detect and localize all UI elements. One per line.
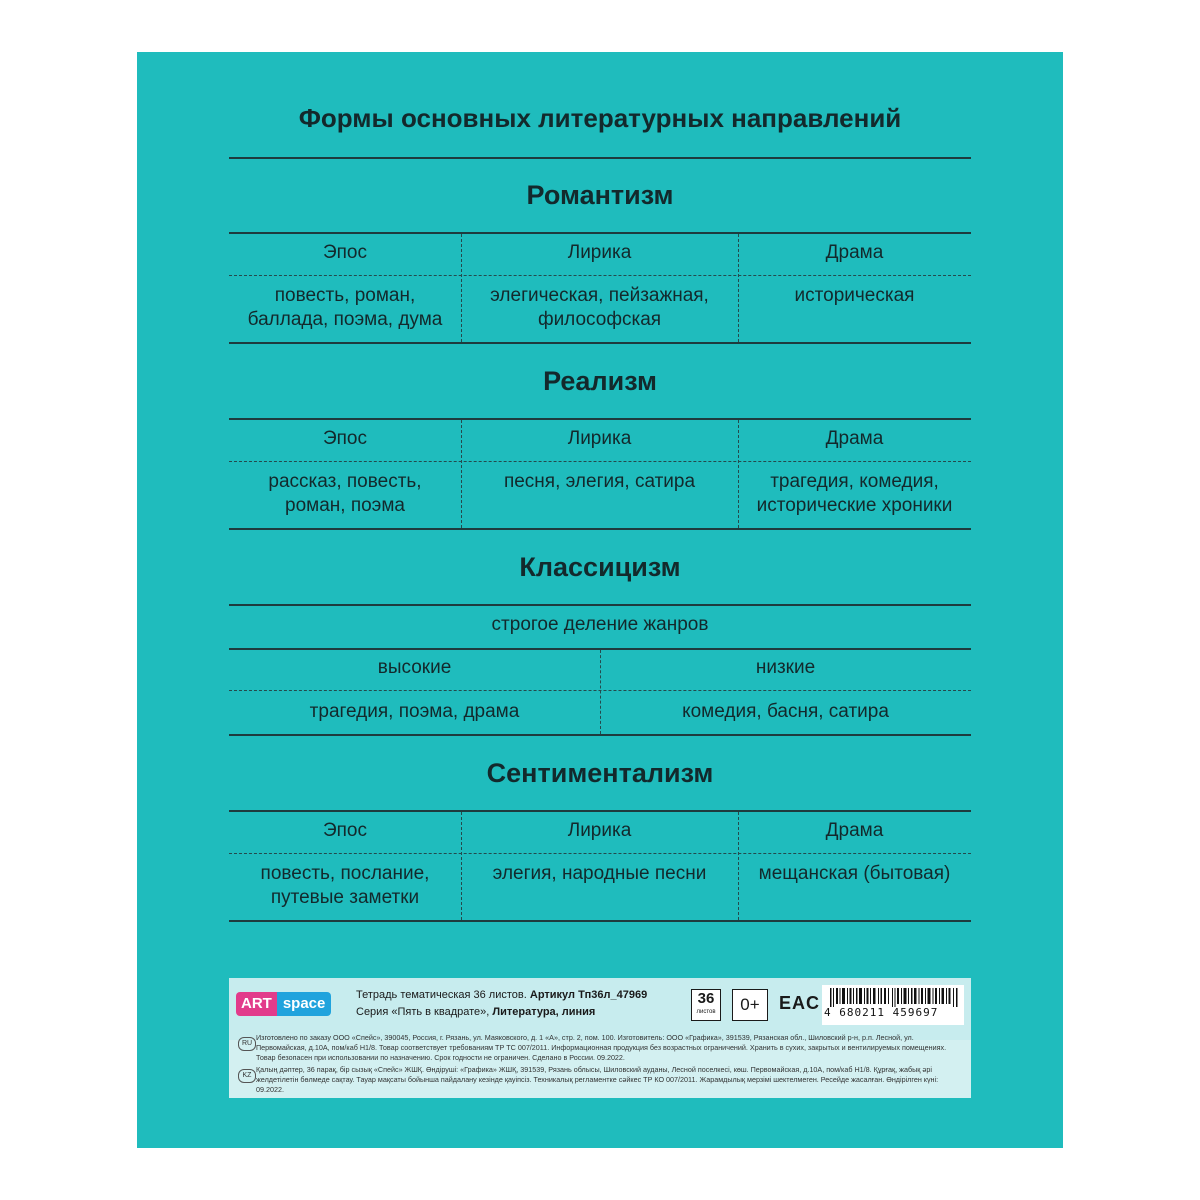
- table-dashed-rule: [229, 275, 971, 276]
- sheets-badge: [691, 989, 721, 1021]
- section-title-realism: Реализм: [543, 366, 657, 396]
- legal-text-kz: Қалың дәптер, 36 парақ, бір сызық «Спейс» ЖШҚ. Өндіруші: «Графика» ЖШҚ, 391539, Рязань облысы, Шиловский ауданы, Лесной поселкесі, көш. Первомайская, д.10А, пом/каб Н1/8. Құрғақ, жабық әрі желдетілетін бөлмеде сақтау. Тауар мақсаты бойынша пайдалану кезінде қауіпсіз. Техникалық регламентке сәйкес ТР КО 007/2011. Жарамдылық мерзімі шектелмеген. Ресейде жасалған. Өндірілген күні: 09.2022.: [256, 1065, 939, 1094]
- cell-line: повесть, роман,: [274, 285, 416, 306]
- cell-line: трагедия, комедия,: [770, 471, 939, 492]
- cell-line: песня, элегия, сатира: [503, 471, 696, 492]
- cell-line: элегия, народные песни: [492, 863, 707, 884]
- sheets-caption: листов: [696, 1009, 716, 1015]
- table-rule: [229, 734, 971, 736]
- cell-epos: [229, 862, 461, 910]
- lang-tag-ru: RU: [238, 1037, 256, 1051]
- logo-space: space: [277, 992, 332, 1016]
- age-badge: 0+: [732, 989, 768, 1021]
- barcode-digits: 4 680211 459697: [824, 1007, 964, 1019]
- table-rule: [229, 604, 971, 606]
- cell-drama: [738, 470, 971, 518]
- title-rule: [229, 157, 971, 159]
- legal-text-ru: Изготовлено по заказу ООО «Спейс», 390045, Россия, г. Рязань, ул. Маяковского, д. 1 «А», стр. 2, пом. 100. Изготовитель: ООО «Графика», 391539, Рязанская обл., Шиловский р-н, р.п. Лесной, ул. Первомайская, д.10А, пом/каб Н1/8. Товар соответствует требованиям ТР ТС 007/2011. Информационная продукция без возрастных ограничений. Хранить в сухих, закрытых и вентилируемых помещениях. Товар безопасен при использовании по назначению. Срок годности не ограничен. Сделано в России. 09.2022.: [256, 1033, 947, 1062]
- cell-lyrics: [461, 470, 738, 494]
- classicism-top-row: строгое деление жанров: [491, 614, 709, 635]
- series-name: Серия «Пять в квадрате»,: [356, 1006, 493, 1018]
- product-line-1: [356, 988, 647, 1002]
- header-drama: Драма: [825, 820, 884, 841]
- article-number: Артикул Тп36л_47969: [529, 989, 648, 1001]
- header-lyrics: Лирика: [567, 242, 632, 263]
- section-title-classicism: Классицизм: [519, 552, 681, 582]
- cell-line: повесть, послание,: [260, 863, 430, 884]
- sheets-count: 36: [697, 990, 715, 1007]
- header-low: низкие: [755, 657, 816, 678]
- cell-drama: [738, 284, 971, 308]
- table-rule: [229, 342, 971, 344]
- cell-lyrics: [461, 284, 738, 332]
- cell-line: рассказ, повесть,: [268, 471, 422, 492]
- section-title-romanticism: Романтизм: [526, 180, 674, 210]
- cell-line: элегическая, пейзажная,: [490, 285, 709, 306]
- table-rule: [229, 920, 971, 922]
- cell-epos: [229, 470, 461, 518]
- barcode-bars: [830, 988, 958, 1008]
- lang-tag-kz: KZ: [238, 1069, 256, 1083]
- cell-line: баллада, поэма, дума: [247, 309, 443, 330]
- table-rule: [229, 810, 971, 812]
- barcode: [822, 985, 964, 1025]
- table-dashed-rule: [229, 461, 971, 462]
- product-line-2: [356, 1005, 595, 1019]
- cell-line: мещанская (бытовая): [758, 863, 951, 884]
- header-lyrics: Лирика: [567, 428, 632, 449]
- subject-name: Литература, линия: [492, 1006, 596, 1018]
- header-high: высокие: [377, 657, 452, 678]
- table-dashed-rule: [229, 853, 971, 854]
- cell-epos: [229, 284, 461, 332]
- table-rule: [229, 232, 971, 234]
- header-epos: Эпос: [322, 428, 367, 449]
- cell-lyrics: [461, 862, 738, 886]
- main-title: Формы основных литературных направлений: [298, 103, 902, 133]
- logo-art: ART: [236, 992, 277, 1016]
- header-epos: Эпос: [322, 242, 367, 263]
- artspace-logo: [236, 992, 331, 1016]
- cell-drama: [738, 862, 971, 886]
- header-drama: Драма: [825, 242, 884, 263]
- table-rule: [229, 418, 971, 420]
- section-title-sentimentalism: Сентиментализм: [486, 758, 714, 788]
- cell-line: философская: [537, 309, 662, 330]
- header-drama: Драма: [825, 428, 884, 449]
- header-epos: Эпос: [322, 820, 367, 841]
- product-name: Тетрадь тематическая 36 листов.: [356, 989, 530, 1001]
- cell-low: комедия, басня, сатира: [682, 701, 889, 722]
- cell-line: историческая: [794, 285, 915, 306]
- eac-mark: EAC: [779, 993, 821, 1013]
- cell-line: исторические хроники: [756, 495, 953, 516]
- cell-high: трагедия, поэма, драма: [309, 701, 520, 722]
- cell-line: путевые заметки: [270, 887, 420, 908]
- cell-line: роман, поэма: [285, 495, 405, 516]
- header-lyrics: Лирика: [567, 820, 632, 841]
- table-rule: [229, 528, 971, 530]
